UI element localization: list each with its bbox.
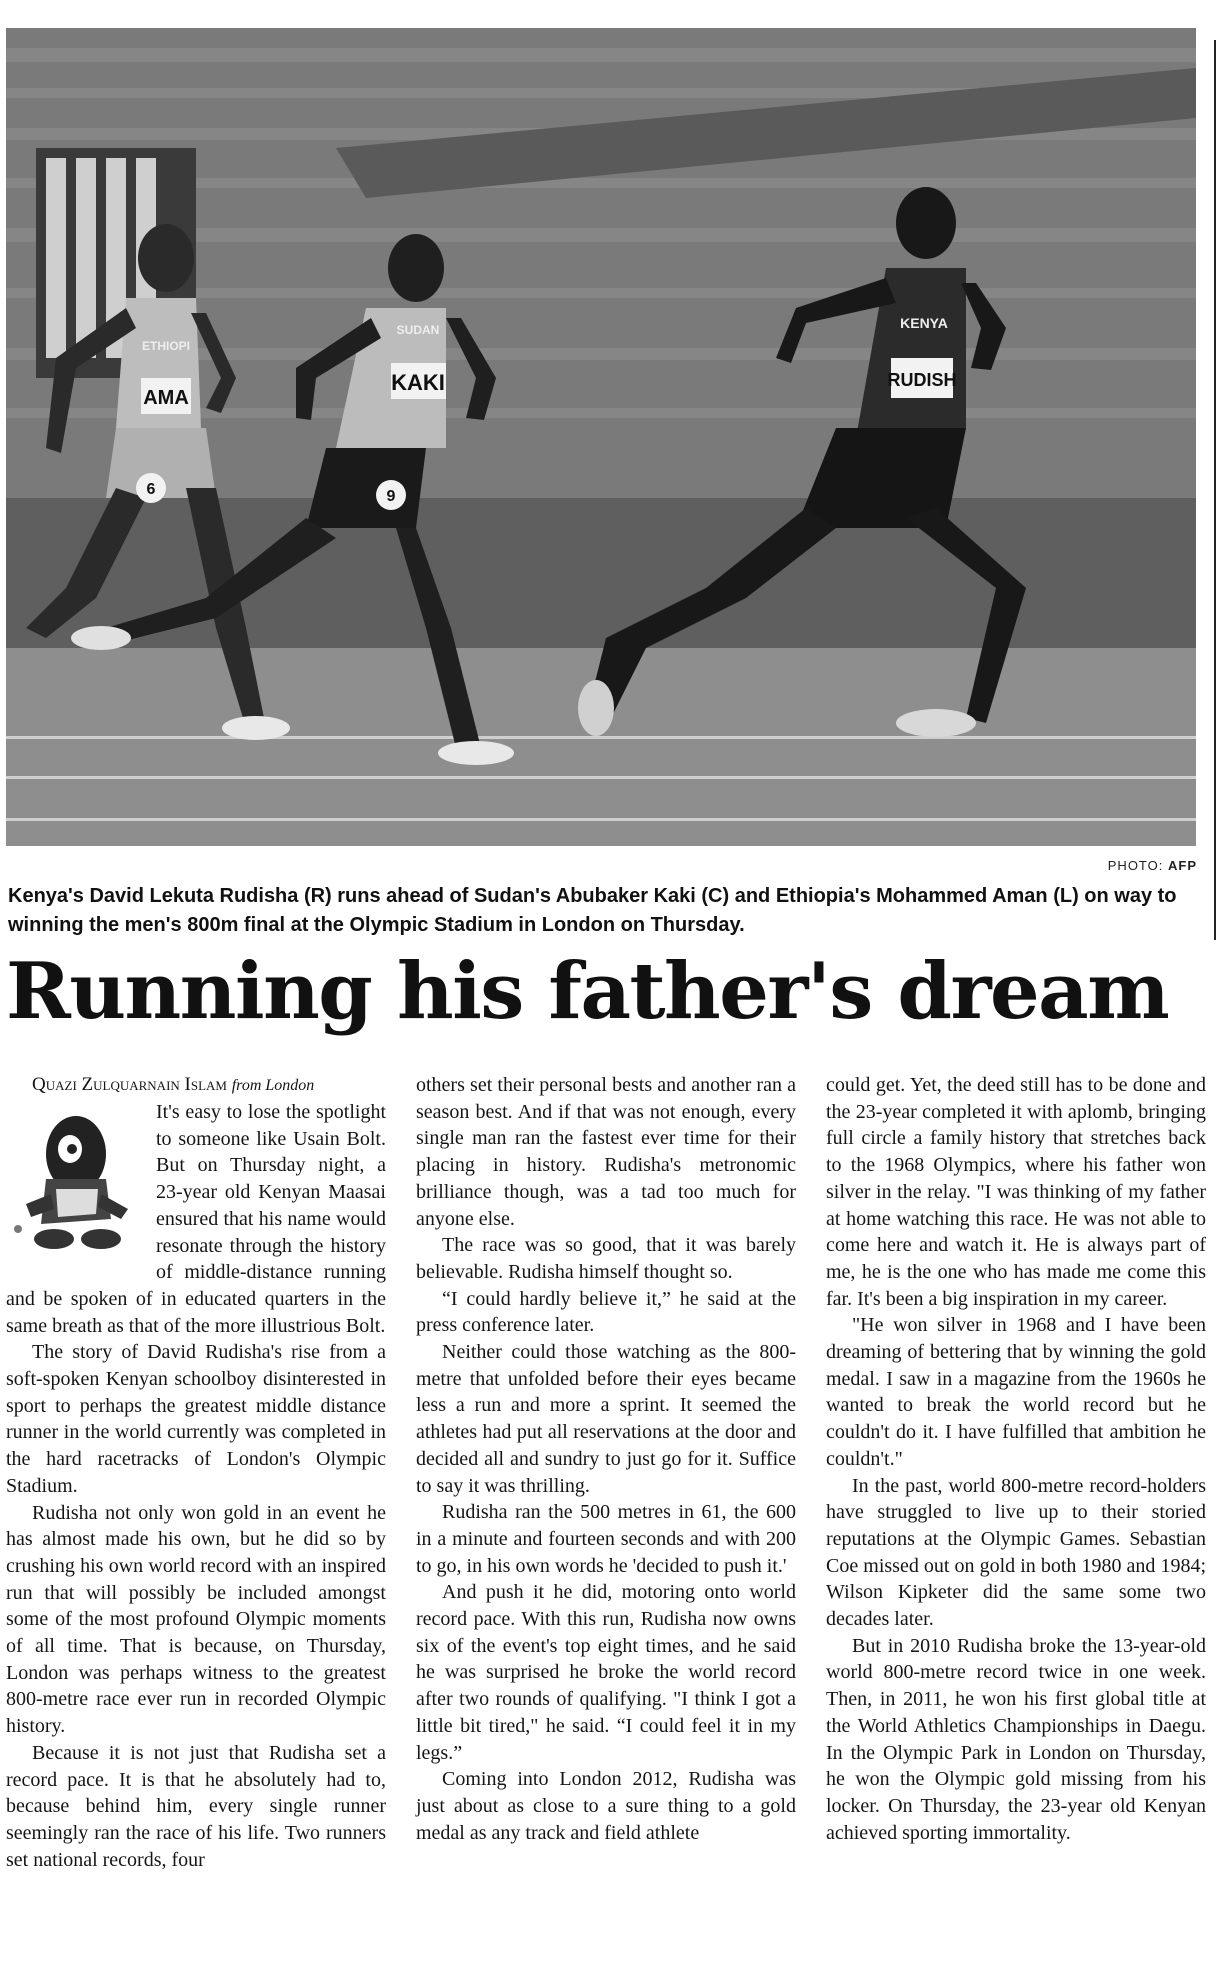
paragraph: Rudisha not only won gold in an event he has almost made his own, but he did so by crushing his own world record with an inspired run that will possibly be included amongst some of the most profound Olympic moments of all time. That is because, on Thursday, London was perhaps witness to the greatest 800-metre race ever run in recorded Olympic history.: [6, 1501, 386, 1738]
paragraph: could get. Yet, the deed still has to be done and the 23-year completed it with aplomb, bringing full circle a family history that stretches back to the 1968 Olympics, where his father won silver in the relay. "I was thinking of my father at home watching this race. He was not able to come here and watch it. He is always part of me, he is the one who has made me come this far. It's been a big inspiration in my career.: [826, 1074, 1206, 1310]
paragraph: "He won silver in 1968 and I have been dreaming of bettering that by winning the gold medal. I saw in a magazine from the 1960s he wanted to break the world record but he couldn't do it. I have fulfilled that ambition he couldn't.": [826, 1314, 1206, 1470]
headline: Running his father's dream: [6, 946, 1169, 1037]
paragraph: Rudisha ran the 500 metres in 61, the 600 in a minute and fourteen seconds and with 200 to go, in his own words he 'decided to push it.': [416, 1501, 796, 1577]
paragraph: Neither could those watching as the 800-metre that unfolded before their eyes became less a run and more a sprint. It seemed the athletes had put all reservations at the door and decided all and sundry to just go for it. Suffice to say it was thrilling.: [416, 1341, 796, 1497]
article-column-2: [416, 1072, 796, 1846]
article-column-1: [6, 1072, 386, 1873]
paragraph: The story of David Rudisha's rise from a soft-spoken Kenyan schoolboy disinterested in sport to perhaps the greatest middle distance runner in the world currently was completed in the hard racetracks of London's Olympic Stadium.: [6, 1341, 386, 1497]
shirt-ethiopia: ETHIOPI: [141, 339, 191, 353]
shirt-kenya: KENYA: [900, 315, 948, 331]
paragraph: And push it he did, motoring onto world record pace. With this run, Rudisha now owns six of the event's top eight times, and he said he was surprised he broke the world record after two rounds of qualifying. "I think I got a little bit tired," he said. “I could feel it in my legs.”: [416, 1581, 796, 1764]
paragraph: It's easy to lose the spotlight to someone like Usain Bolt. But on Thursday night, a 23-year old Kenyan Maasai ensured that his name would resonate through the history of middle-distance running and be spoken of in educated quarters in the same breath as that of the more illustrious Bolt.: [6, 1101, 386, 1337]
paragraph: But in 2010 Rudisha broke the 13-year-old world 800-metre record twice in one week. Then, in 2011, he won his first global title at the World Athletics Championships in Daegu. In the Olympic Park in London on Thursday, he won the Olympic gold missing from his locker. On Thursday, the 23-year old Kenyan achieved sporting immortality.: [826, 1634, 1206, 1844]
photo-credit-source: AFP: [1168, 858, 1197, 873]
byline-location: from London: [231, 1077, 315, 1094]
bib-aman: AMA: [143, 387, 189, 409]
paragraph: The race was so good, that it was barely believable. Rudisha himself thought so.: [416, 1234, 796, 1283]
photo-credit-label: PHOTO:: [1107, 858, 1164, 873]
shirt-sudan: SUDAN: [396, 323, 440, 337]
hipnum-6: 6: [146, 481, 156, 498]
photo-credit: [1108, 858, 1197, 873]
hipnum-9: 9: [386, 488, 396, 505]
race-photo: [6, 28, 1196, 846]
paragraph: Because it is not just that Rudisha set a record pace. It is that he absolutely had to, because behind him, every single runner seemingly ran the race of his life. Two runners set national records, four: [6, 1741, 386, 1871]
right-border-rule: [1214, 40, 1216, 940]
paragraph: others set their personal bests and another ran a season best. And if that was not enough, every single man ran the fastest ever time for their placing in history. Rudisha's metronomic brilliance though, was a tad too much for anyone else.: [416, 1074, 796, 1230]
race-photo-illustration: [6, 28, 1196, 846]
bib-rudisha: RUDISH: [887, 370, 957, 390]
article-column-3: [826, 1072, 1206, 1846]
bib-kaki: KAKI: [391, 370, 445, 395]
byline-author: Quazi Zulquarnain Islam: [32, 1074, 227, 1095]
paragraph: In the past, world 800-metre record-holders have struggled to live up to their storied reputations at the Olympic Games. Sebastian Coe missed out on gold in both 1980 and 1984; Wilson Kipketer did the same some two decades later.: [826, 1474, 1206, 1631]
olympics-mascot-icon: [6, 1099, 146, 1259]
byline: [6, 1072, 386, 1099]
paragraph: “I could hardly believe it,” he said at the press conference later.: [416, 1287, 796, 1337]
photo-caption: Kenya's David Lekuta Rudisha (R) runs ahead of Sudan's Abubaker Kaki (C) and Ethiopia's Mohammed Aman (L) on way to winning the men's 800m final at the Olympic Stadium in London on Thursday.: [8, 885, 1177, 936]
paragraph: Coming into London 2012, Rudisha was just about as close to a sure thing to a gold medal as any track and field athlete: [416, 1768, 796, 1844]
